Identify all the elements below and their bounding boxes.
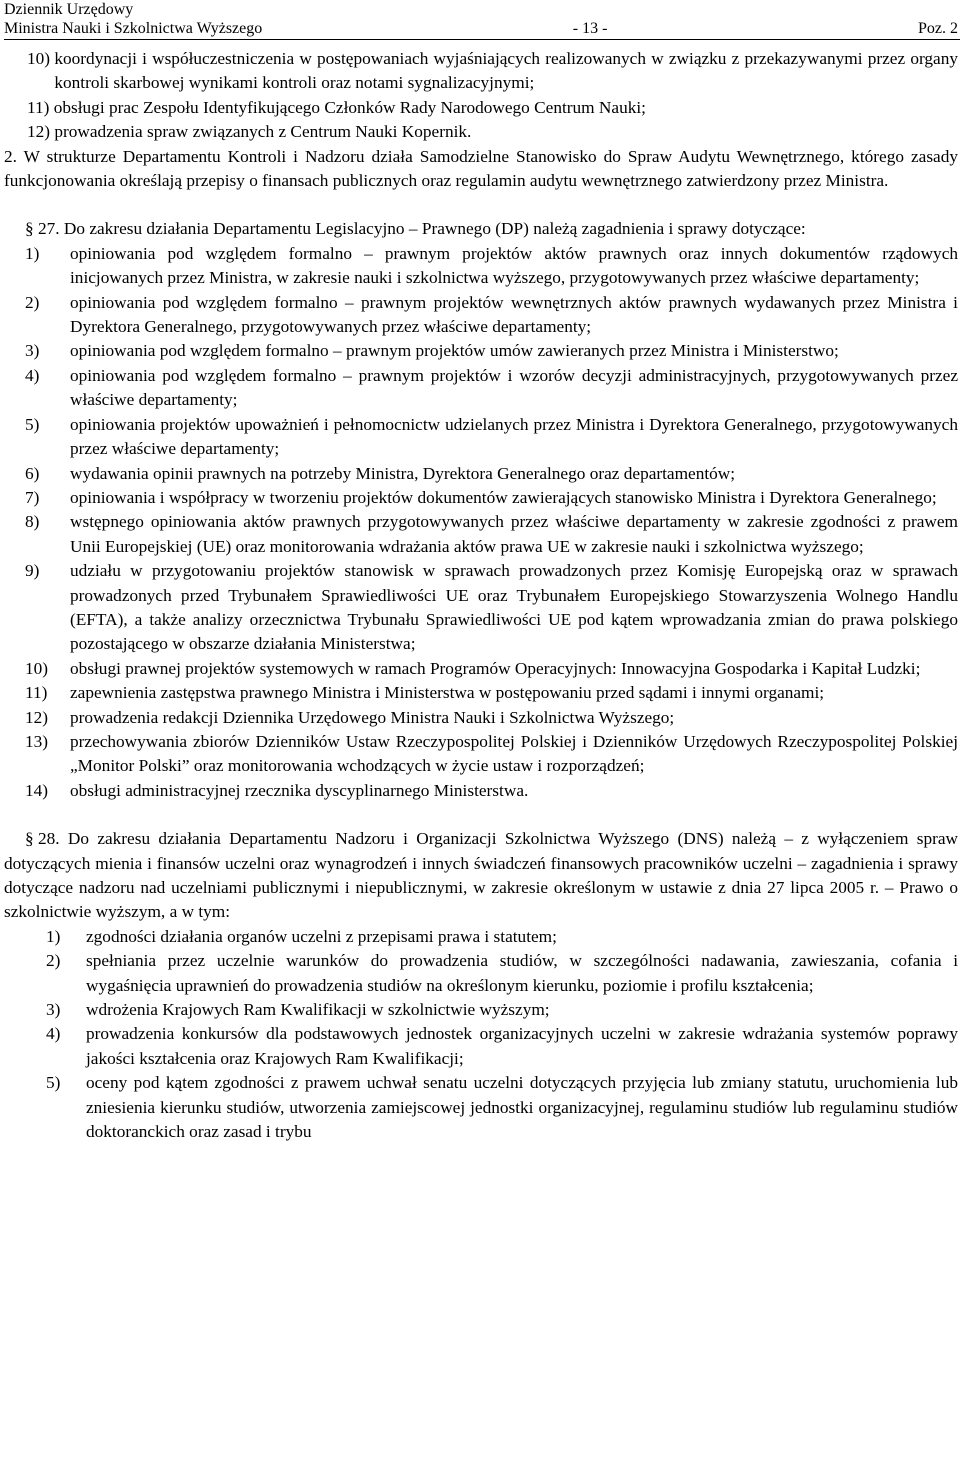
spacer — [4, 803, 958, 827]
item-text: wstępnego opiniowania aktów prawnych przygotowywanych przez właściwe departamenty w zakresie zgodności z prawem Unii Europejskiej (UE) oraz monitorowania wdrażania aktów prawa UE w zakresie nauki i szkolnictwa wyższego; — [70, 512, 958, 556]
item-text: zapewnienia zastępstwa prawnego Ministra i Ministerstwa w postępowaniu przed sądami i innymi organami; — [70, 683, 825, 703]
item-text: wydawania opinii prawnych na potrzeby Ministra, Dyrektora Generalnego oraz departamentów; — [70, 463, 736, 483]
section-number: § 27. — [25, 219, 60, 239]
top-list — [4, 47, 958, 145]
item-number: 12) — [25, 707, 49, 727]
list-item — [4, 339, 958, 363]
page-header — [4, 0, 958, 38]
section-intro-text: Do zakresu działania Departamentu Legislacyjno – Prawnego (DP) należą zagadnienia i sprawy dotyczące: — [63, 219, 806, 239]
item-number: 14) — [25, 780, 49, 800]
item-text: zgodności działania organów uczelni z przepisami prawa i statutem; — [86, 926, 557, 946]
item-number: 3) — [25, 341, 40, 361]
item-number: 11) — [27, 97, 50, 117]
item-number: 2) — [46, 951, 61, 971]
item-text: prowadzenia konkursów dla podstawowych jednostek organizacyjnych uczelni w zakresie wdrażania systemów poprawy jakości kształcenia oraz Krajowych Ram Kwalifikacji; — [86, 1024, 958, 1068]
page-number: - 13 - — [572, 20, 608, 37]
list-item — [4, 242, 958, 291]
item-text: obsługi administracyjnej rzecznika dyscyplinarnego Ministerstwa. — [70, 780, 529, 800]
list-item — [4, 291, 958, 340]
item-number: 1) — [25, 243, 40, 263]
list-item — [4, 730, 958, 779]
list-item — [4, 681, 958, 705]
list-item — [4, 706, 958, 730]
list-item — [4, 1022, 958, 1071]
item-text: opiniowania pod względem formalno – prawnym projektów umów zawieranych przez Ministra i Ministerstwo; — [70, 341, 839, 361]
list-item — [4, 364, 958, 413]
journal-title: Dziennik Urzędowy — [4, 1, 134, 18]
list-item — [27, 120, 958, 144]
item-text: oceny pod kątem zgodności z prawem uchwał senatu uczelni dotyczących przyjęcia lub zmiany statutu, uruchomienia lub zniesienia kierunku studiów, utworzenia zamiejscowej jednostki organizacyjnej, regulaminu studiów lub regulaminu studiów doktoranckich oraz zasad i trybu — [86, 1073, 958, 1142]
spacer — [4, 193, 958, 217]
item-number: 7) — [25, 487, 40, 507]
section-27-intro — [4, 217, 958, 241]
list-item — [4, 486, 958, 510]
item-number: 12) — [27, 122, 51, 142]
header-row — [4, 19, 958, 38]
item-number: 3) — [46, 1000, 61, 1020]
list-item — [4, 1071, 958, 1144]
item-text: koordynacji i współuczestniczenia w postępowaniach wyjaśniających realizowanych w związku z przekazywanymi przez organy kontroli skarbowej wynikami kontroli oraz notami sygnalizacyjnymi; — [54, 49, 958, 93]
item-number: 13) — [25, 731, 49, 751]
item-number: 4) — [46, 1024, 61, 1044]
item-text: opiniowania pod względem formalno – prawnym projektów wewnętrznych aktów prawnych wydawanych przez Ministra i Dyrektora Generalnego, przygotowywanych przez właściwe departamenty; — [70, 292, 958, 337]
list-item — [4, 779, 958, 803]
section-intro-text: Do zakresu działania Departamentu Nadzoru i Organizacji Szkolnictwa Wyższego (DNS) należą – z wyłączeniem spraw dotyczących mienia i finansów uczelni oraz wynagrodzeń i innych świadczeń finansowych pracowników uczelni – zagadnienia i sprawy dotyczące nadzoru nad uczelniami publicznymi i niepublicznymi, w zakresie określonym w ustawie z dnia 27 lipca 2005 r. – Prawo o szkolnictwie wyższym, a w tym: — [4, 829, 959, 922]
item-text: spełniania przez uczelnie warunków do prowadzenia studiów, w szczególności nadawania, zawieszania, cofania i wygaśnięcia uprawnień do prowadzenia studiów na określonym kierunku, poziomie i profilu kształcenia; — [86, 951, 958, 995]
section-27-list — [4, 242, 958, 803]
item-number: 9) — [25, 561, 40, 581]
item-text: obsługi prac Zespołu Identyfikującego Członków Rady Narodowego Centrum Nauki; — [53, 97, 646, 117]
item-number: 10) — [27, 49, 51, 68]
list-item — [4, 998, 958, 1022]
item-text: prowadzenia spraw związanych z Centrum Nauki Kopernik. — [54, 122, 472, 142]
item-text: udziału w przygotowaniu projektów stanowisk w sprawach prowadzonych przez Komisję Europejską oraz w sprawach prowadzonych przed Trybunałem Sprawiedliwości UE oraz Trybunałem Europejskiego Stowarzyszenia Wolnego Handlu (EFTA), a także analizy orzecznictwa Trybunału Sprawiedliwości UE pod kątem wprowadzania zmian do prawa polskiego pozostającego w obszarze działania Ministerstwa; — [70, 561, 958, 654]
item-number: 5) — [25, 414, 40, 434]
item-text: opiniowania projektów upoważnień i pełnomocnictw udzielanych przez Ministra i Dyrektora Generalnego, przygotowywanych przez właściwe departamenty; — [70, 414, 958, 459]
paragraph-2: 2. W strukturze Departamentu Kontroli i Nadzoru działa Samodzielne Stanowisko do Spraw Audytu Wewnętrznego, którego zasady funkcjonowania określają przepisy o finansach publicznych oraz regulamin audytu wewnętrznego zatwierdzony przez Ministra. — [4, 146, 958, 191]
list-item — [4, 510, 958, 559]
section-28-intro — [4, 827, 958, 925]
list-item — [27, 96, 958, 120]
list-item — [4, 462, 958, 486]
list-item — [4, 413, 958, 462]
item-number: 10) — [25, 658, 49, 678]
item-number: 11) — [25, 683, 48, 703]
list-item — [4, 925, 958, 949]
ministry-name: Ministra Nauki i Szkolnictwa Wyższego — [4, 20, 263, 37]
list-item — [4, 559, 958, 657]
item-text: wdrożenia Krajowych Ram Kwalifikacji w szkolnictwie wyższym; — [86, 1000, 550, 1020]
item-text: obsługi prawnej projektów systemowych w ramach Programów Operacyjnych: Innowacyjna Gospodarka i Kapitał Ludzki; — [70, 658, 921, 678]
list-item — [4, 657, 958, 681]
item-number: 2) — [25, 292, 40, 312]
item-text: prowadzenia redakcji Dziennika Urzędowego Ministra Nauki i Szkolnictwa Wyższego; — [70, 707, 675, 727]
document-body — [4, 47, 958, 1144]
item-text: opiniowania i współpracy w tworzeniu projektów dokumentów zawierających stanowisko Ministra i Dyrektora Generalnego; — [70, 487, 937, 507]
list-item — [27, 47, 958, 96]
list-item — [4, 949, 958, 998]
item-number: 4) — [25, 365, 40, 385]
section-number: § 28. — [25, 829, 60, 849]
section-28-list — [4, 925, 958, 1145]
header-divider — [4, 39, 960, 40]
item-text: opiniowania pod względem formalno – prawnym projektów i wzorów decyzji administracyjnych, przygotowywanych przez właściwe departamenty; — [70, 365, 958, 410]
position-number: Poz. 2 — [918, 20, 958, 37]
item-number: 1) — [46, 926, 61, 946]
item-text: opiniowania pod względem formalno – prawnym projektów aktów prawnych oraz innych dokumentów rządowych inicjowanych przez Ministra, w zakresie nauki i szkolnictwa wyższego, przygotowywanych przez właściwe departamenty; — [70, 243, 958, 288]
item-number: 6) — [25, 463, 40, 483]
item-number: 5) — [46, 1073, 61, 1093]
item-number: 8) — [25, 512, 40, 532]
item-text: przechowywania zbiorów Dzienników Ustaw Rzeczypospolitej Polskiej i Dzienników Urzędowych Rzeczypospolitej Polskiej „Monitor Polski” oraz monitorowania wchodzących w życie ustaw i rozporządzeń; — [70, 731, 958, 776]
